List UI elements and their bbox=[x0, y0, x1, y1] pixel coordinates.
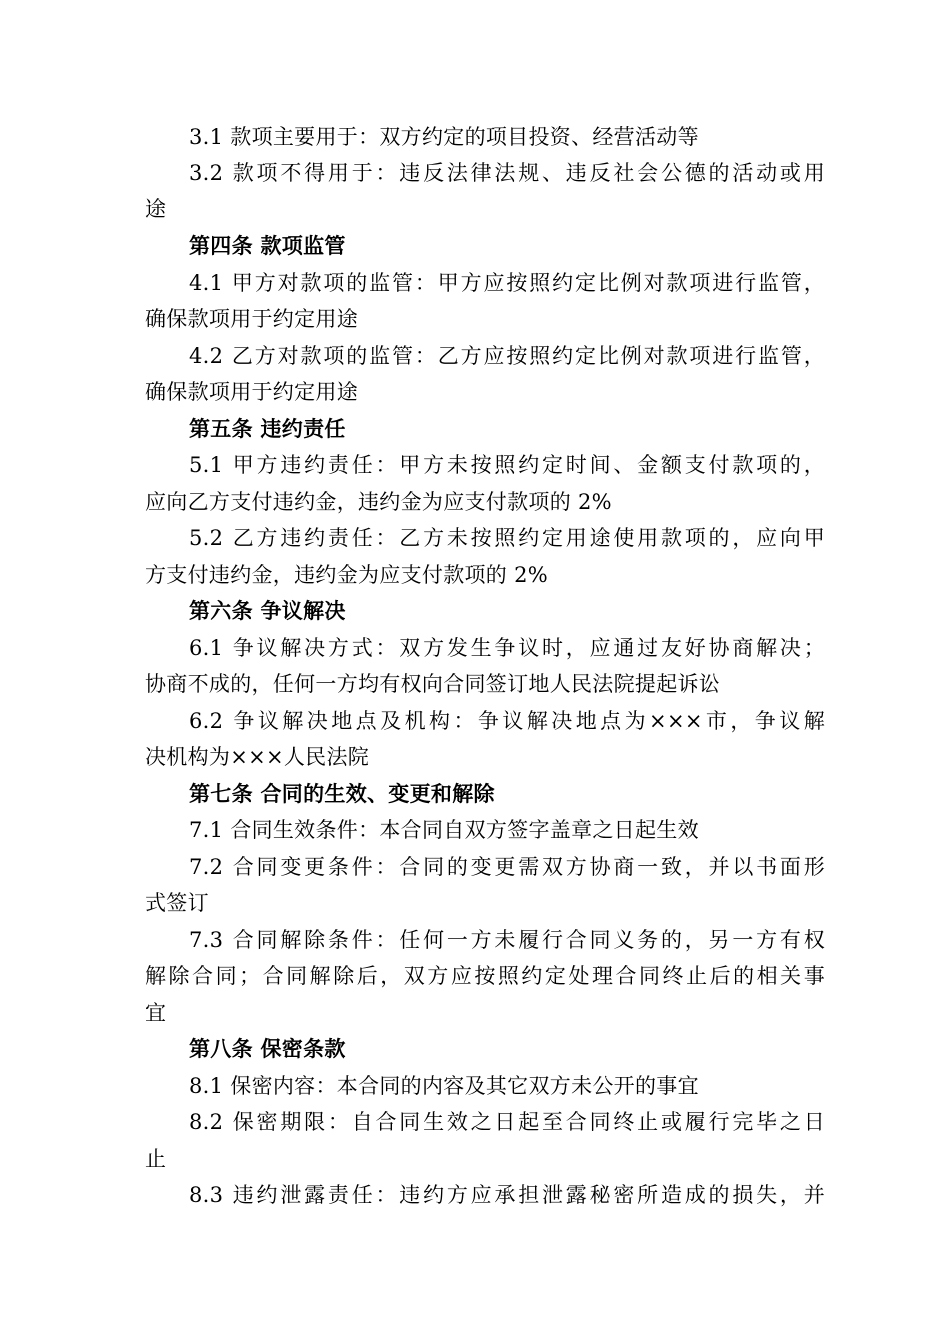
article-8-heading: 第八条 保密条款 bbox=[189, 1037, 346, 1061]
clause-7-3-line-1: 7.3 合同解除条件：任何一方未履行合同义务的，另一方有权 bbox=[189, 928, 825, 952]
clause-6-1-line-1: 6.1 争议解决方式：双方发生争议时，应通过友好协商解决； bbox=[189, 636, 825, 660]
clause-7-2-line-1: 7.2 合同变更条件：合同的变更需双方协商一致，并以书面形 bbox=[189, 855, 825, 879]
article-7-heading: 第七条 合同的生效、变更和解除 bbox=[189, 782, 495, 806]
clause-5-1-line-2: 应向乙方支付违约金，违约金为应支付款项的 2% bbox=[145, 490, 612, 514]
clause-6-2-line-2: 决机构为×××人民法院 bbox=[145, 745, 370, 769]
clause-3-2-line-1: 3.2 款项不得用于：违反法律法规、违反社会公德的活动或用 bbox=[189, 161, 825, 185]
clause-6-1-line-2: 协商不成的，任何一方均有权向合同签订地人民法院提起诉讼 bbox=[145, 672, 721, 696]
clause-4-1-line-1: 4.1 甲方对款项的监管：甲方应按照约定比例对款项进行监管， bbox=[189, 271, 825, 295]
clause-3-1: 3.1 款项主要用于：双方约定的项目投资、经营活动等 bbox=[189, 125, 699, 149]
clause-4-2-line-2: 确保款项用于约定用途 bbox=[145, 380, 358, 404]
clause-7-3-line-2: 解除合同；合同解除后，双方应按照约定处理合同终止后的相关事 bbox=[145, 964, 825, 988]
clause-4-1-line-2: 确保款项用于约定用途 bbox=[145, 307, 358, 331]
clause-3-2-line-2: 途 bbox=[145, 197, 167, 221]
clause-7-2-line-2: 式签订 bbox=[145, 891, 209, 915]
article-6-heading: 第六条 争议解决 bbox=[189, 599, 346, 623]
article-5-heading: 第五条 违约责任 bbox=[189, 417, 346, 441]
article-4-heading: 第四条 款项监管 bbox=[189, 234, 346, 258]
clause-8-2-line-1: 8.2 保密期限：自合同生效之日起至合同终止或履行完毕之日 bbox=[189, 1110, 825, 1134]
clause-7-3-line-3: 宜 bbox=[145, 1001, 167, 1025]
clause-5-1-line-1: 5.1 甲方违约责任：甲方未按照约定时间、金额支付款项的， bbox=[189, 453, 825, 477]
clause-7-1: 7.1 合同生效条件：本合同自双方签字盖章之日起生效 bbox=[189, 818, 699, 842]
clause-8-1: 8.1 保密内容：本合同的内容及其它双方未公开的事宜 bbox=[189, 1074, 699, 1098]
clause-5-2-line-2: 方支付违约金，违约金为应支付款项的 2% bbox=[145, 563, 548, 587]
clause-8-3-line-1: 8.3 违约泄露责任：违约方应承担泄露秘密所造成的损失，并 bbox=[189, 1183, 825, 1207]
clause-8-2-line-2: 止 bbox=[145, 1147, 167, 1171]
clause-4-2-line-1: 4.2 乙方对款项的监管：乙方应按照约定比例对款项进行监管， bbox=[189, 344, 825, 368]
clause-5-2-line-1: 5.2 乙方违约责任：乙方未按照约定用途使用款项的，应向甲 bbox=[189, 526, 825, 550]
clause-6-2-line-1: 6.2 争议解决地点及机构：争议解决地点为×××市，争议解 bbox=[189, 709, 825, 733]
